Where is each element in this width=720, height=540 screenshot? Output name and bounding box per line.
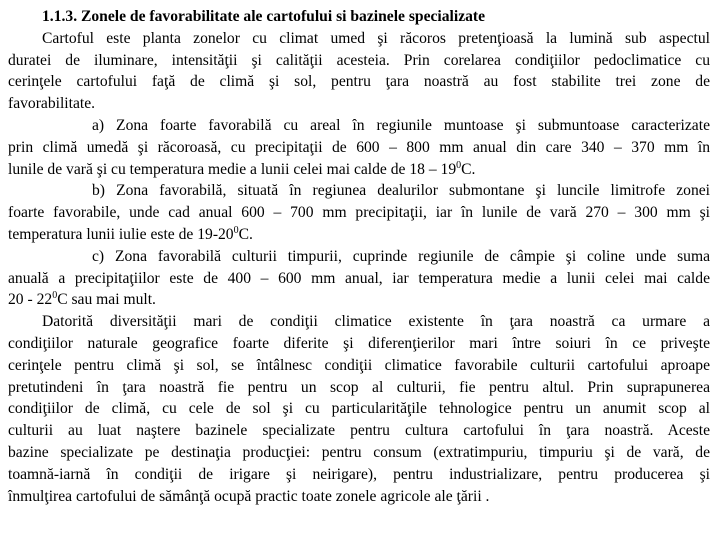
text-line: prin climă umedă şi răcoroasă, cu precipitaţii de 600 – 800 mm anual din care 340 – 370 mm în (8, 138, 710, 156)
text-line: cerinţele pentru climă şi sol, se întâlnesc condiţii climatice favorabile culturii cartofului aproape (8, 356, 710, 374)
section-title: 1.1.3. Zonele de favorabilitate ale cartofului si bazinele specializate (42, 8, 486, 25)
text-line: culturii au luat naştere bazinele specializate pentru cultura cartofului în ţara noastră. Aceste (8, 422, 710, 440)
paragraph-conclusion (8, 311, 710, 507)
text-line: pretutindeni în ţara noastră fie pentru un scop al culturii, fie pentru altul. Prin suprapunerea (8, 378, 710, 396)
text-line: condiţiilor naturale geografice foarte diferite şi diferenţierilor mari între soiuri în ce priveşte (8, 334, 710, 352)
text-line: favorabilitate. (8, 95, 96, 113)
paragraph-zone-a (8, 115, 710, 180)
text-line (8, 224, 710, 246)
text-line: foarte favorabile, unde cad anual 600 – 700 mm precipitaţii, iar în lunile de vară 270 – 300 mm şi (8, 204, 710, 222)
text-line: c) Zona favorabilă culturii timpurii, cuprinde regiunile de câmpie şi coline unde suma (92, 247, 710, 265)
text-line: toamnă-iarnă în condiţii de irigare şi neirigare), pentru industrializare, pentru producerea şi (8, 465, 710, 483)
document-page (8, 6, 710, 507)
text-segment: C. (461, 160, 476, 178)
text-line: b) Zona favorabilă, situată în regiunea dealurilor submontane şi luncile limitrofe zonei (92, 182, 710, 200)
text-line: cerinţele cartofului faţă de climă şi sol, pentru ţara noastră au fost stabilite trei zone de (8, 73, 710, 91)
text-line: a) Zona foarte favorabilă cu areal în regiunile muntoase şi submuntoase caracterizate (92, 116, 710, 134)
text-line (8, 289, 710, 311)
text-line: Datorită diversităţii mari de condiţii climatice existente în ţara noastră ca urmare a (42, 313, 710, 331)
text-segment: C. (238, 225, 253, 243)
text-line: anuală a precipitaţiilor este de 400 – 600 mm anual, iar temperatura medie a lunii celei mai calde (8, 269, 710, 287)
paragraph-zone-b (8, 180, 710, 245)
text-line: Cartoful este planta zonelor cu climat umed şi răcoros pretenţioasă la lumină sub aspectul (42, 29, 710, 47)
text-line: condiţiilor de climă, cu cele de sol şi cu particularităţile tehnologice pentru un anumit scop al (8, 400, 710, 418)
text-line (8, 159, 710, 181)
degree-superscript: 0 (456, 159, 462, 171)
text-segment: lunile de vară şi cu temperatura medie a lunii celei mai calde de 18 – 19 (8, 160, 457, 178)
paragraph-zone-c (8, 246, 710, 311)
text-line: duratei de iluminare, intensităţii şi calităţii acesteia. Prin corelarea condiţiilor pedoclimatice cu (8, 51, 710, 69)
degree-superscript: 0 (52, 290, 58, 302)
degree-superscript: 0 (233, 224, 239, 236)
text-segment: C sau mai mult. (57, 291, 156, 309)
text-segment: temperatura lunii iulie este de 19-20 (8, 225, 234, 243)
text-segment: 20 - 22 (8, 291, 53, 309)
text-line: înmulţirea cartofului de sămânţă ocupă practic toate zonele agricole ale ţării . (8, 487, 490, 505)
paragraph-intro (8, 28, 710, 115)
text-line: bazine specializate pe destinaţia producţiei: pentru consum (extratimpuriu, timpuriu şi de vară, de (8, 443, 710, 461)
